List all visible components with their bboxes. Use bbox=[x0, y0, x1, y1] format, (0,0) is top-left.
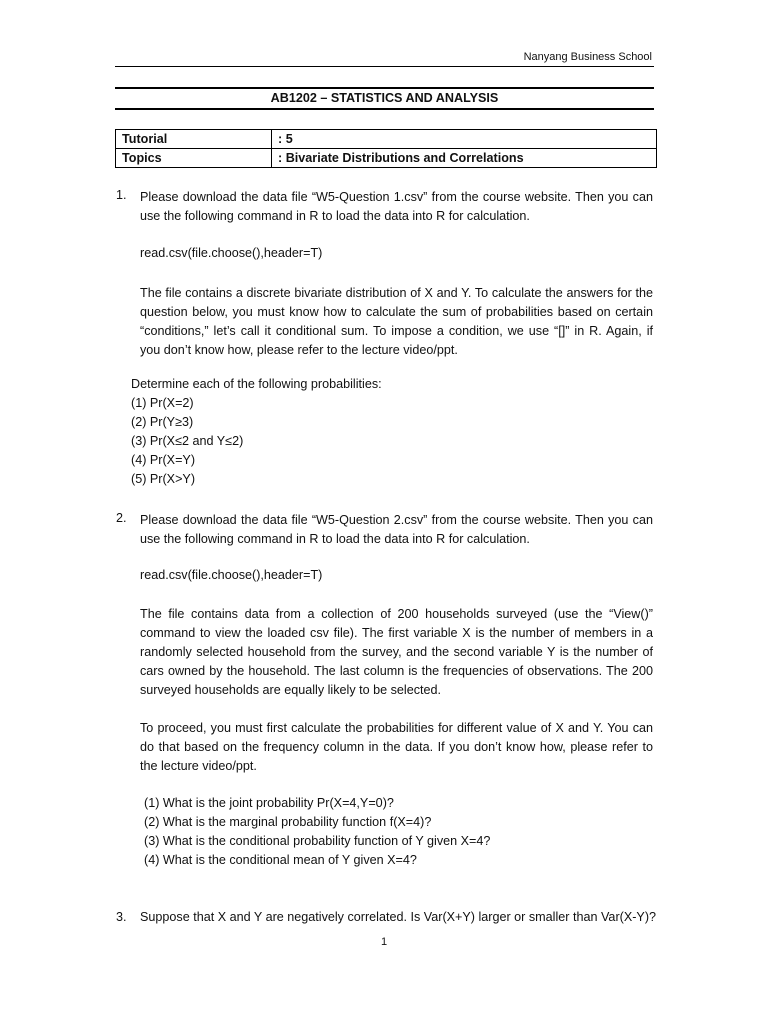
q1-item: (5) Pr(X>Y) bbox=[131, 472, 196, 486]
meta-row-tutorial bbox=[116, 130, 657, 149]
q2-item: (2) What is the marginal probability function f(X=4)? bbox=[144, 815, 432, 829]
q2-intro: Please download the data file “W5-Question 2.csv” from the course website. Then you can use the following command in R to load the data into R for calculation. bbox=[140, 513, 653, 546]
q1-item: (2) Pr(Y≥3) bbox=[131, 415, 194, 429]
q3-number: 3. bbox=[116, 910, 127, 924]
q1-explanation: The file contains a discrete bivariate distribution of X and Y. To calculate the answers for the question below, you must know how to calculate the sum of probabilities based on certain “conditions,” let’s call it conditional sum. To impose a condition, we use “[]” in R. Again, if you don’t know how, please refer to the lecture video/ppt. bbox=[140, 286, 653, 357]
meta-row-topics bbox=[116, 149, 657, 168]
header-rule bbox=[115, 66, 654, 67]
q1-intro: Please download the data file “W5-Question 1.csv” from the course website. Then you can use the following command in R to load the data into R for calculation. bbox=[140, 190, 653, 223]
q2-number: 2. bbox=[116, 511, 127, 525]
header-school: Nanyang Business School bbox=[523, 51, 652, 63]
meta-value: : 5 bbox=[272, 130, 657, 149]
q1-item: (3) Pr(X≤2 and Y≤2) bbox=[131, 434, 244, 448]
q1-item: (4) Pr(X=Y) bbox=[131, 453, 196, 467]
page-number: 1 bbox=[380, 936, 388, 948]
meta-table bbox=[115, 129, 657, 168]
q2-item: (3) What is the conditional probability function of Y given X=4? bbox=[144, 834, 491, 848]
q1-item: (1) Pr(X=2) bbox=[131, 396, 194, 410]
title-rule-top bbox=[115, 87, 654, 89]
course-title: AB1202 – STATISTICS AND ANALYSIS bbox=[270, 91, 499, 105]
meta-value: : Bivariate Distributions and Correlations bbox=[272, 149, 657, 168]
q1-number: 1. bbox=[116, 188, 127, 202]
q3-text: Suppose that X and Y are negatively correlated. Is Var(X+Y) larger or smaller than Var(X-Y)? bbox=[140, 910, 657, 924]
q2-explanation: The file contains data from a collection of 200 households surveyed (use the “View()” command to view the loaded csv file). The first variable X is the number of members in a randomly selected household from the survey, and the second variable Y is the number of cars owned by the household. The last column is the frequencies of observations. The 200 surveyed households are equally likely to be selected. bbox=[140, 607, 653, 697]
meta-label: Tutorial bbox=[116, 130, 272, 149]
q2-proceed: To proceed, you must first calculate the probabilities for different value of X and Y. You can do that based on the frequency column in the data. If you don’t know how, please refer to the lecture video/ppt. bbox=[140, 721, 653, 773]
q2-command: read.csv(file.choose(),header=T) bbox=[140, 568, 323, 582]
q2-item: (1) What is the joint probability Pr(X=4,Y=0)? bbox=[144, 796, 394, 810]
q1-command: read.csv(file.choose(),header=T) bbox=[140, 246, 323, 260]
q2-item: (4) What is the conditional mean of Y given X=4? bbox=[144, 853, 417, 867]
meta-label: Topics bbox=[116, 149, 272, 168]
title-rule-bottom bbox=[115, 108, 654, 110]
q1-determine: Determine each of the following probabilities: bbox=[131, 377, 382, 391]
